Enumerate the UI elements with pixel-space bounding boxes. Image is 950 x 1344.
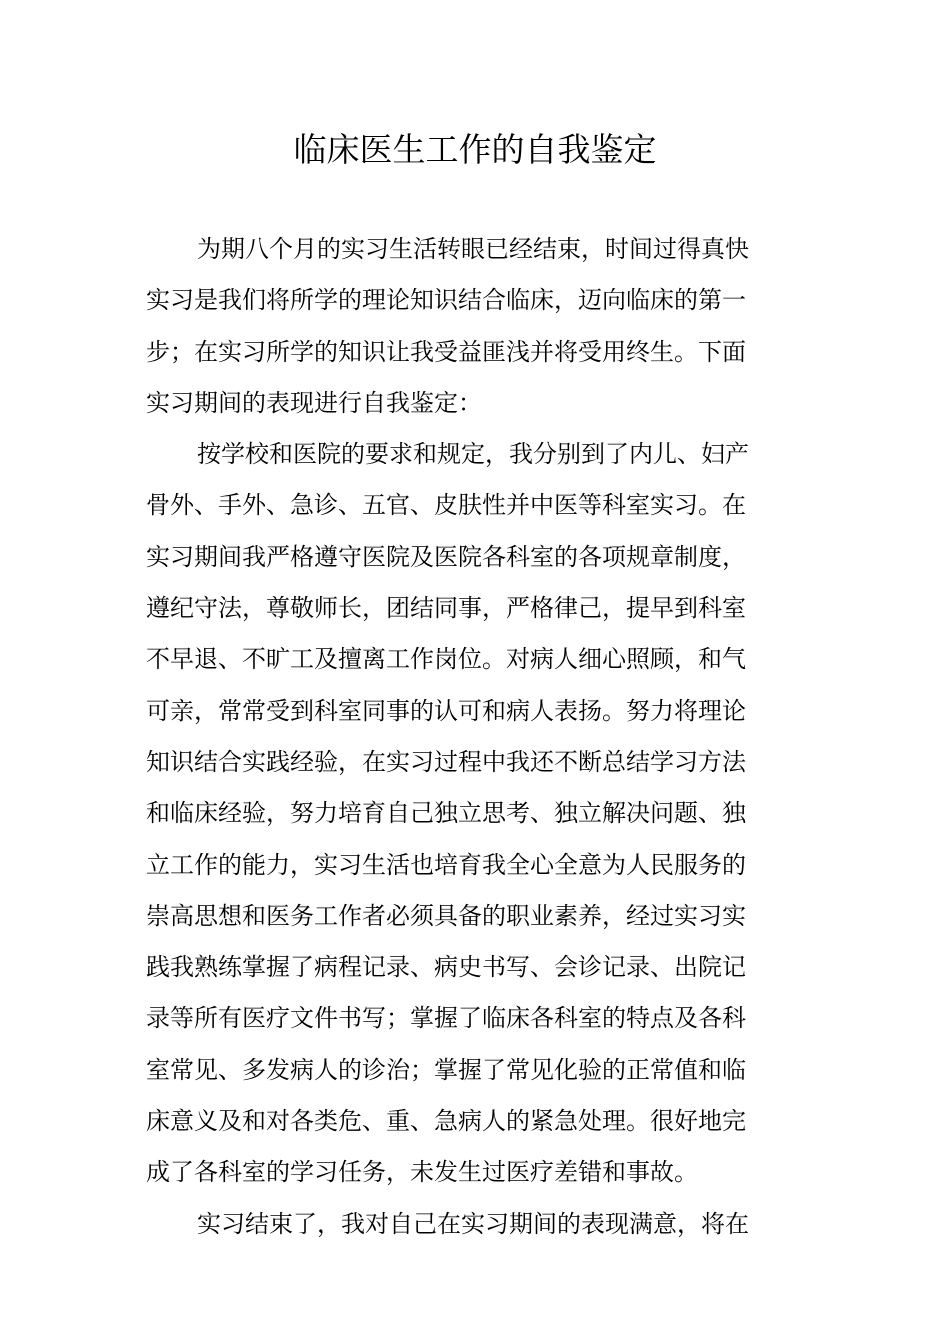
document-body (146, 224, 812, 1250)
text-line: 立工作的能力，实习生活也培育我全心全意为人民服务的 (146, 850, 746, 879)
text-line: 和临床经验，努力培育自己独立思考、独立解决问题、独 (146, 799, 746, 828)
text-line: 为期八个月的实习生活转眼已经结束，时间过得真快 (197, 235, 749, 263)
text-line: 实习期间我严格遵守医院及医院各科室的各项规章制度， (146, 542, 746, 571)
text-line: 不早退、不旷工及擅离工作岗位。对病人细心照顾，和气 (146, 645, 746, 674)
text-line: 成了各科室的学习任务，未发生过医疗差错和事故。 (146, 1158, 698, 1187)
text-line: 可亲，常常受到科室同事的认可和病人表扬。努力将理论 (146, 696, 746, 725)
text-line: 崇高思想和医务工作者必须具备的职业素养，经过实习实 (146, 901, 746, 930)
text-line: 录等所有医疗文件书写；掌握了临床各科室的特点及各科 (146, 1004, 746, 1033)
text-line: 实习期间的表现进行自我鉴定： (146, 388, 482, 417)
text-line: 知识结合实践经验，在实习过程中我还不断总结学习方法 (146, 747, 746, 776)
text-line: 室常见、多发病人的诊治；掌握了常见化验的正常值和临 (146, 1055, 746, 1084)
text-line: 床意义及和对各类危、重、急病人的紧急处理。很好地完 (146, 1107, 746, 1136)
text-line: 践我熟练掌握了病程记录、病史书写、会诊记录、出院记 (146, 953, 746, 982)
text-line: 实习结束了，我对自己在实习期间的表现满意，将在 (197, 1209, 749, 1238)
text-line: 按学校和医院的要求和规定，我分别到了内儿、妇产 (197, 440, 749, 469)
text-line: 步；在实习所学的知识让我受益匪浅并将受用终生。下面 (146, 337, 746, 366)
text-line: 骨外、手外、急诊、五官、皮肤性并中医等科室实习。在 (146, 491, 746, 520)
text-line: 遵纪守法，尊敬师长，团结同事，严格律己，提早到科室 (146, 594, 746, 623)
document-title: 临床医生工作的自我鉴定 (293, 130, 657, 169)
text-line: 实习是我们将所学的理论知识结合临床，迈向临床的第一 (146, 286, 746, 315)
